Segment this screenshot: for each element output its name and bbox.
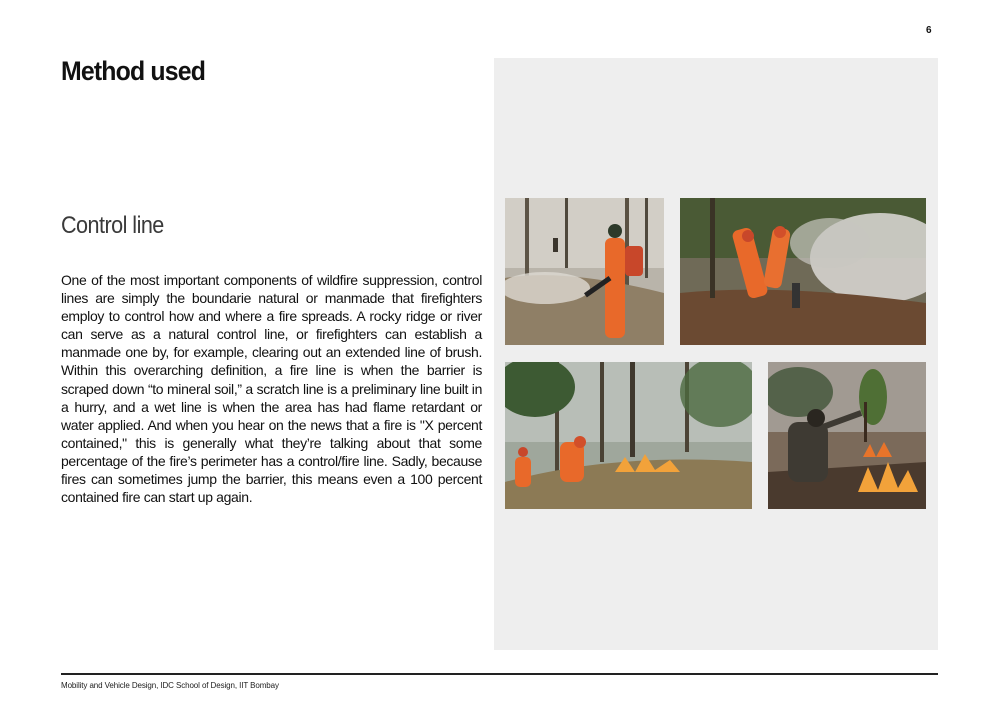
body-paragraph: One of the most important components of wildfire suppression, control lines are simply the boundarie natural or manmade that firefighters employ to control how and where a fire spreads. A rocky ridge or river can serve as a natural control line, or firefighters can establish a manmade one by, for example, clearing out an extended line of brush. Within this overarching definition, a fire line is when the barrier is scraped down “to mineral soil,” a scratch line is a preliminary line built in a hurry, and a wet line is when the area has had flame retardant or water applied. And when you hear on the news that a fire is "X percent contained," this is generally what they’re talking about that some percentage of the fire’s perimeter has a control/fire line. Sadly, because fires can sometimes jump the barrier, this means even a 100 percent contained fire can start up again. — [61, 272, 482, 506]
page-number: 6 — [926, 25, 932, 36]
footer-text: Mobility and Vehicle Design, IDC School of Design, IIT Bombay — [61, 681, 279, 690]
photo-firefighters-forest — [680, 198, 926, 345]
photo-firefighter-blower — [505, 198, 664, 345]
footer-rule — [61, 673, 938, 675]
photo-gallery — [494, 58, 938, 650]
page-title: Method used — [61, 56, 206, 86]
photo-officer-flames — [768, 362, 926, 509]
photo-firefighters-hillside — [505, 362, 752, 509]
section-subtitle: Control line — [61, 212, 164, 239]
